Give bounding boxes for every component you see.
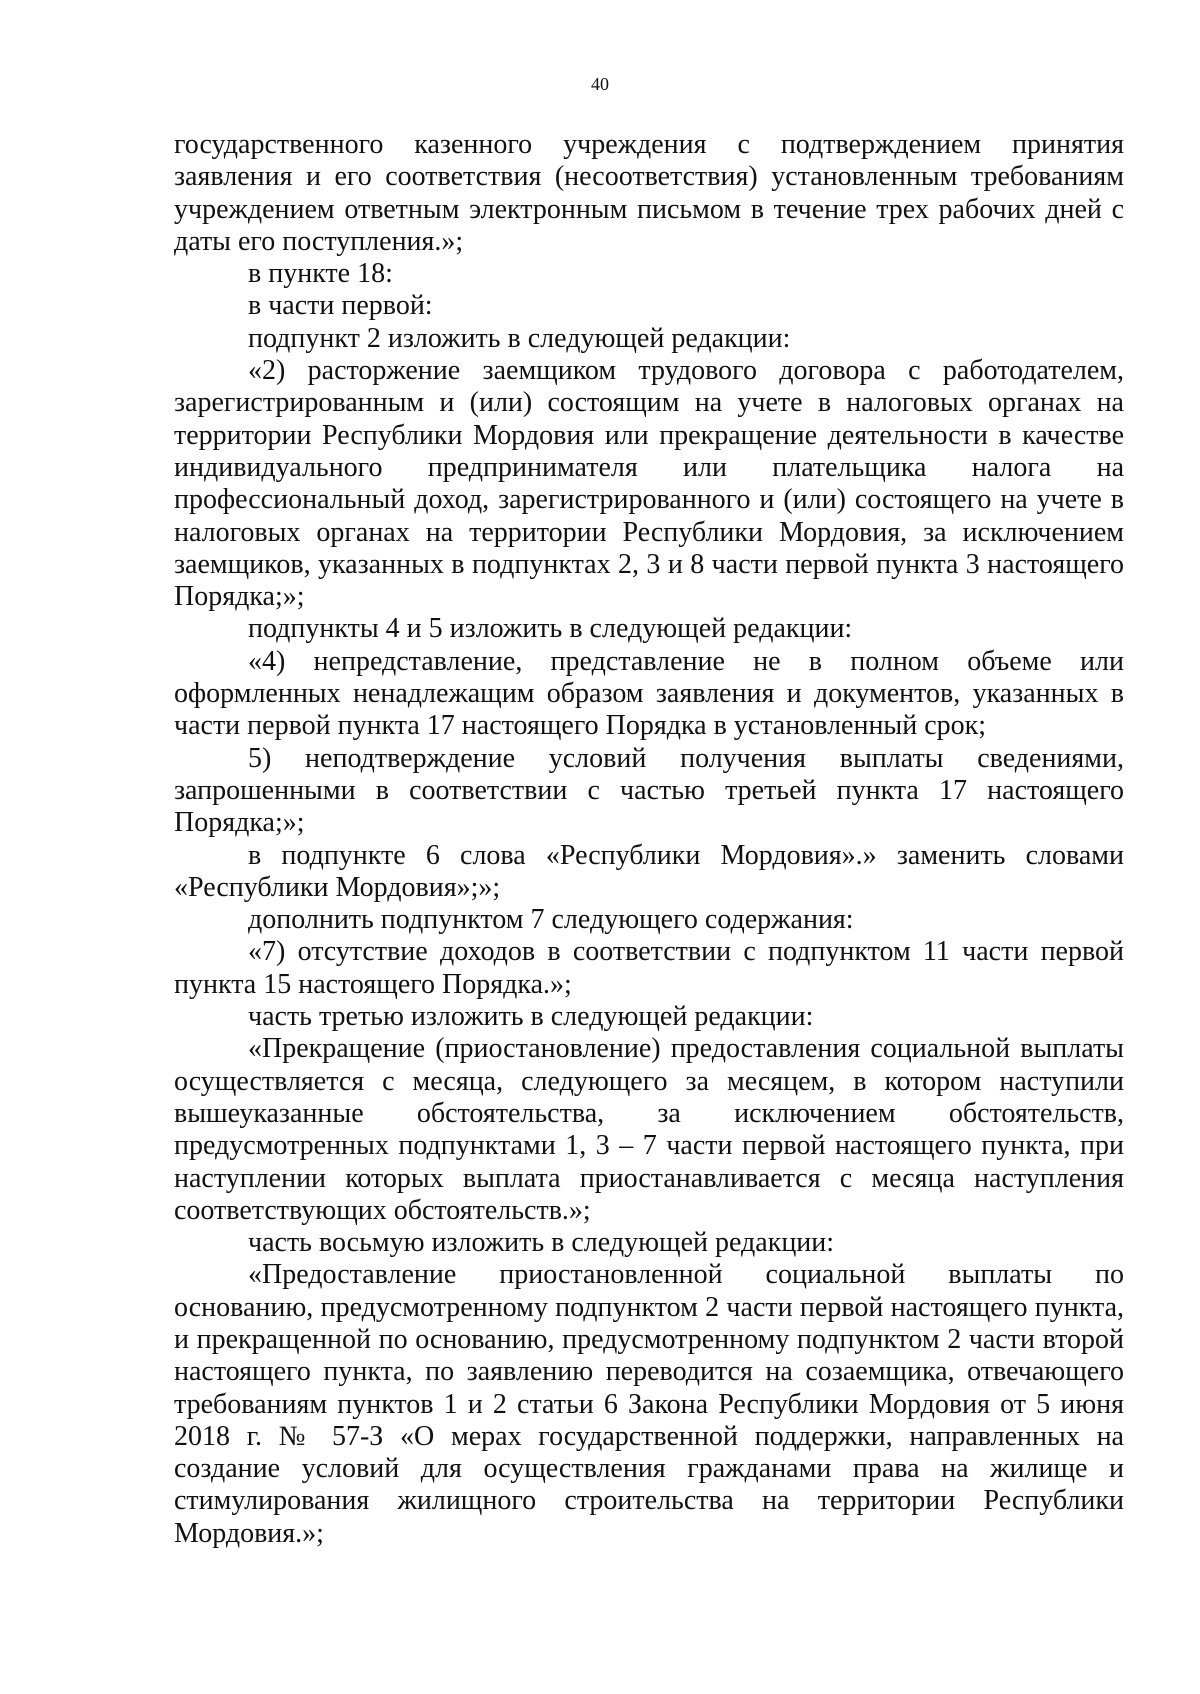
paragraph: подпункт 2 изложить в следующей редакции:	[248, 322, 791, 354]
paragraph: «Предоставление приостановленной социальной выплаты по основанию, предусмотренному подпунктом 2 части первой настоящего пункта, и прекращенной по основанию, предусмотренному подпунктом 2 части второй настоящего пункта, по заявлению переводится на созаемщика, отвечающего требованиям пунктов 1 и 2 статьи 6 Закона Республики Мордовия от 5 июня 2018 г. № 57-З «О мерах государственной поддержки, направленных на создание условий для осуществления гражданами права на жилище и стимулирования жилищного строительства на территории Республики Мордовия.»;	[174, 1259, 1124, 1549]
page-number: 40	[591, 74, 609, 94]
paragraph: «4) непредставление, представление не в полном объеме или оформленных ненадлежащим образом заявления и документов, указанных в части первой пункта 17 настоящего Порядка в установленный срок;	[174, 645, 1124, 742]
paragraph: часть третью изложить в следующей редакции:	[248, 1001, 814, 1033]
document-body	[174, 129, 1124, 1550]
paragraph: подпункты 4 и 5 изложить в следующей редакции:	[248, 613, 853, 645]
paragraph: в пункте 18:	[248, 258, 393, 290]
paragraph: «Прекращение (приостановление) предоставления социальной выплаты осуществляется с месяца, следующего за месяцем, в котором наступили вышеуказанные обстоятельства, за исключением обстоятельств, предусмотренных подпунктами 1, 3 – 7 части первой настоящего пункта, при наступлении которых выплата приостанавливается с месяца наступления соответствующих обстоятельств.»;	[174, 1033, 1124, 1226]
paragraph: «7) отсутствие доходов в соответствии с подпунктом 11 части первой пункта 15 настоящего Порядка.»;	[174, 936, 1124, 1000]
paragraph: в подпункте 6 слова «Республики Мордовия».» заменить словами «Республики Мордовия»;»;	[174, 839, 1124, 903]
paragraph: государственного казенного учреждения с подтверждением принятия заявления и его соответствия (несоответствия) установленным требованиям учреждением ответным электронным письмом в течение трех рабочих дней с даты его поступления.»;	[174, 129, 1124, 257]
paragraph: часть восьмую изложить в следующей редакции:	[248, 1227, 835, 1259]
paragraph: в части первой:	[248, 290, 433, 322]
paragraph: 5) неподтверждение условий получения выплаты сведениями, запрошенными в соответствии с частью третьей пункта 17 настоящего Порядка;»;	[174, 742, 1124, 839]
paragraph: дополнить подпунктом 7 следующего содержания:	[248, 904, 854, 936]
paragraph: «2) расторжение заемщиком трудового договора с работодателем, зарегистрированным и (или) состоящим на учете в налоговых органах на территории Республики Мордовия или прекращение деятельности в качестве индивидуального предпринимателя или плательщика налога на профессиональный доход, зарегистрированного и (или) состоящего на учете в налоговых органах на территории Республики Мордовия, за исключением заемщиков, указанных в подпунктах 2, 3 и 8 части первой пункта 3 настоящего Порядка;»;	[174, 355, 1124, 613]
